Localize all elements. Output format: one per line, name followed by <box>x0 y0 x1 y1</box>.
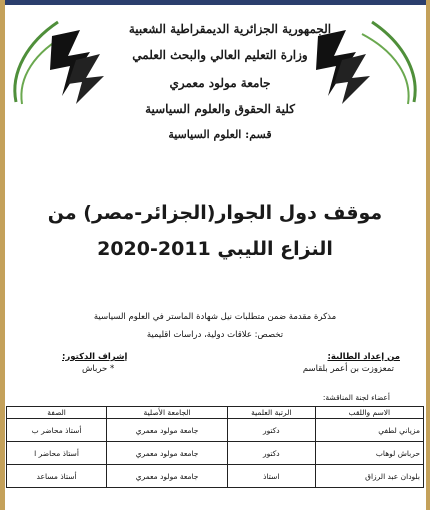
member-university: جامعة مولود معمري <box>107 442 228 465</box>
committee-table <box>6 406 424 488</box>
supervisor-label: إشراف الدكتور: <box>62 352 128 362</box>
member-rank: دكتور <box>228 419 316 442</box>
member-university: جامعة مولود معمري <box>107 465 228 488</box>
student-label: من إعداد الطالبة: <box>327 352 400 362</box>
member-role: أستاذ مساعد <box>7 465 107 488</box>
committee-header-row <box>7 407 424 419</box>
header-name: الاسم واللقب <box>315 407 423 419</box>
member-rank: استاذ <box>228 465 316 488</box>
supervisor-name: * حرباش <box>82 364 115 374</box>
page-frame-right <box>426 0 430 510</box>
member-name: حرباش لوهاب <box>315 442 423 465</box>
header-role: الصفة <box>7 407 107 419</box>
header-rank: الرتبة العلمية <box>228 407 316 419</box>
university-name: جامعة مولود معمري <box>169 76 271 90</box>
thesis-title-line1: موقف دول الجوار(الجزائر-مصر) من <box>47 202 383 224</box>
department-name: قسم: العلوم السياسية <box>168 128 272 141</box>
header-university: الجامعة الأصلية <box>107 407 228 419</box>
member-university: جامعة مولود معمري <box>107 419 228 442</box>
member-name: مزياني لطفي <box>315 419 423 442</box>
student-name: تمعزوزت بن أعمر بلقاسم <box>302 364 394 374</box>
table-row <box>7 465 424 488</box>
table-row <box>7 419 424 442</box>
memo-description: مذكرة مقدمة ضمن متطلبات نيل شهادة الماستر في العلوم السياسية <box>93 312 337 322</box>
table-row <box>7 442 424 465</box>
thesis-title-line2: النزاع الليبي 2011-2020 <box>97 238 333 260</box>
ministry-name: وزارة التعليم العالي والبحث العلمي <box>132 48 308 62</box>
specialization: تخصص: علاقات دولية، دراسات اقليمية <box>146 330 284 340</box>
member-role: أستاذ محاضر ا <box>7 442 107 465</box>
page-frame-top <box>0 0 430 5</box>
member-name: بلودان عبد الرزاق <box>315 465 423 488</box>
member-rank: دكتور <box>228 442 316 465</box>
republic-name: الجمهورية الجزائرية الديمقراطية الشعبية <box>128 22 332 36</box>
university-logo-right <box>312 26 374 106</box>
faculty-name: كلية الحقوق والعلوم السياسية <box>145 102 295 116</box>
university-logo-left <box>46 26 108 106</box>
committee-label: أعضاء لجنة المناقشة: <box>322 393 390 402</box>
member-role: أستاذ محاضر ب <box>7 419 107 442</box>
page-frame-left <box>0 0 5 510</box>
